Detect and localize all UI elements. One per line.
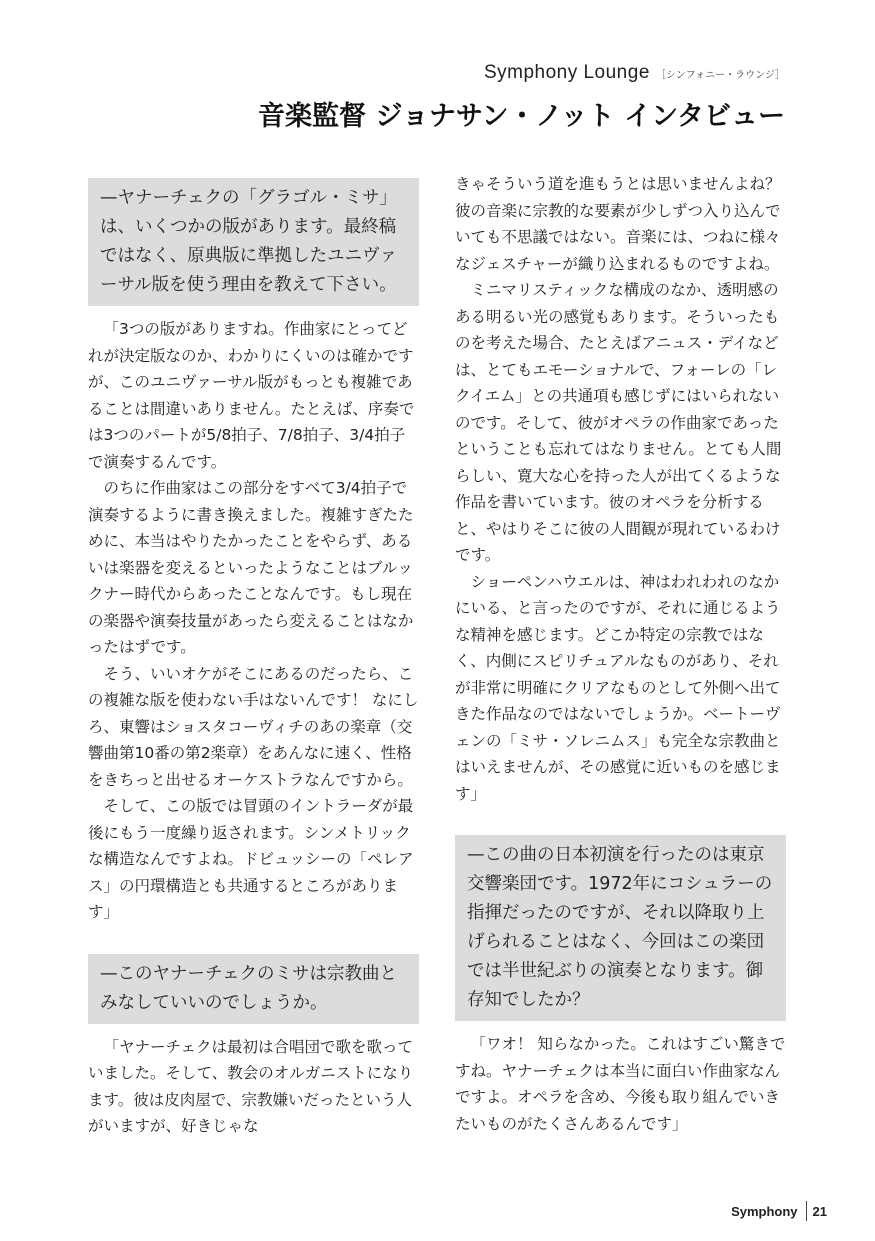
question-1: —ヤナーチェクの「グラゴル・ミサ」は、いくつかの版があります。最終稿ではなく、原典版に準拠したユニヴァーサル版を使う理由を教えて下さい。	[88, 178, 419, 306]
answer-2-paragraph-1-continued: きゃそういう道を進もうとは思いませんよね？ 彼の音楽に宗教的な要素が少しずつ入り込んでいても不思議ではない。音楽には、つねに様々なジェスチャーが織り込まれるものですよね。	[455, 175, 781, 273]
page-title: 音楽監督 ジョナサン・ノット インタビュー	[258, 101, 785, 132]
footer-divider	[806, 1201, 807, 1221]
question-2: —このヤナーチェクのミサは宗教曲とみなしていいのでしょうか。	[88, 954, 419, 1024]
answer-2-paragraph-3: ショーペンハウエルは、神はわれわれのなかにいる、と言ったのですが、それに通じるような精神を感じます。どこか特定の宗教ではなく、内側にスピリチュアルなものがあり、それが非常に明確にクリアなものとして外側へ出てきた作品なのではないでしょうか。ベートーヴェンの「ミサ・ソレニムス」も完全な宗教曲とはいえませんが、その感覚に近いものを感じます」	[455, 572, 781, 803]
answer-2-paragraph-2: ミニマリスティックな構成のなか、透明感のある明るい光の感覚もあります。そういったものを考えた場合、たとえばアニュス・デイなどは、とてもエモーショナルで、フォーレの「レクイエム」との共通項も感じずにはいられないのです。そして、彼がオペラの作曲家であったということも忘れてはなりません。とても人間らしい、寛大な心を持った人が出てくるような作品を書いています。彼のオペラを分析すると、やはりそこに彼の人間観が現れているわけです。	[455, 281, 782, 564]
answer-3-paragraph-1: 「ワオ！ 知らなかった。これはすごい驚きですね。ヤナーチェクは本当に面白い作曲家なんですよ。オペラを含め、今後も取り組んでいきたいものがたくさんあるんです」	[455, 1035, 786, 1133]
page-footer	[731, 1201, 827, 1221]
answer-1-paragraph-2: のちに作曲家はこの部分をすべて3/4拍子で演奏するように書き換えました。複雑すぎたために、本当はやりたかったことをやらず、あるいは楽器を変えるといったようなことはブルックナー時代からあったことなんです。もし現在の楽器や演奏技量があったら変えることはなかったはずです。	[88, 479, 414, 656]
section-name: Symphony Lounge	[483, 62, 650, 83]
answer-1-paragraph-4: そして、この版では冒頭のイントラーダが最後にもう一度繰り返されます。シンメトリックな構造なんですよね。ドビュッシーの「ペレアス」の円環構造とも共通するところがあります」	[88, 797, 414, 921]
section-header	[484, 62, 785, 84]
footer-brand: Symphony	[731, 1203, 798, 1219]
page-number: 21	[812, 1203, 827, 1219]
answer-1-paragraph-3: そう、いいオケがそこにあるのだったら、この複雑な版を使わない手はないんです！ なにしろ、東響はショスタコーヴィチのあの楽章（交響曲第10番の第2楽章）をあんなに速く、性格をきちっと出せるオーケストラなんですから。	[88, 664, 419, 789]
left-column	[88, 178, 419, 1140]
question-3: —この曲の日本初演を行ったのは東京交響楽団です。1972年にコシュラーの指揮だったのですが、それ以降取り上げられることはなく、今回はこの楽団では半世紀ぶりの演奏となります。御存知でしたか？	[455, 835, 786, 1021]
answer-2-paragraph-1: 「ヤナーチェクは最初は合唱団で歌を歌っていました。そして、教会のオルガニストになります。彼は皮肉屋で、宗教嫌いだったという人がいますが、好きじゃな	[88, 1037, 414, 1135]
section-name-katakana: ［シンフォニー・ラウンジ］	[655, 70, 785, 81]
answer-1-paragraph-1: 「3つの版がありますね。作曲家にとってどれが決定版なのか、わかりにくいのは確かですが、このユニヴァーサル版がもっとも複雑であることは間違いありません。たとえば、序奏では3つのパートが5/8拍子、7/8拍子、3/4拍子で演奏するんです。	[88, 320, 415, 471]
right-column	[455, 171, 786, 1137]
